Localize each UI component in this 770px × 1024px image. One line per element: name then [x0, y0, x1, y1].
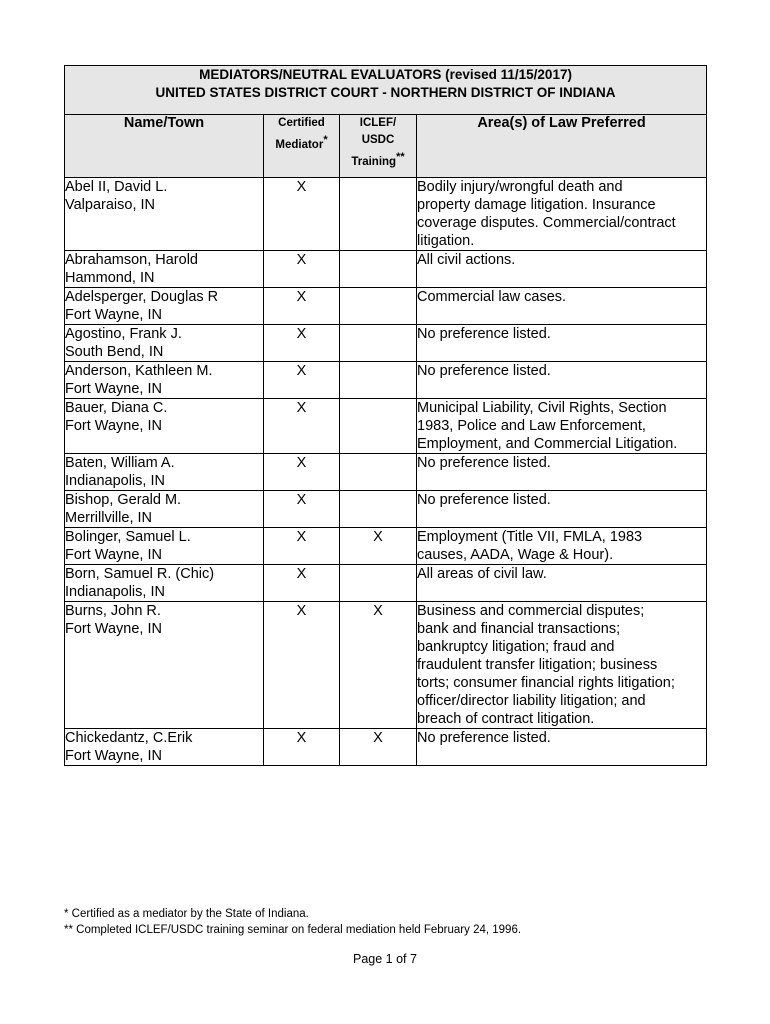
cell-certified-mark: X	[264, 454, 340, 491]
cell-certified-mark: X	[264, 491, 340, 528]
area-line: torts; consumer financial rights litigation;	[417, 675, 675, 691]
table-row	[65, 325, 707, 362]
mediator-town: Merrillville, IN	[65, 510, 152, 526]
header-iclef-line3: Training	[351, 155, 397, 168]
cell-iclef-mark: X	[340, 528, 417, 565]
mediator-name: Bolinger, Samuel L.	[65, 529, 191, 545]
area-line: Municipal Liability, Civil Rights, Section	[417, 400, 667, 416]
table-row	[65, 288, 707, 325]
mediator-name: Bauer, Diana C.	[65, 400, 168, 416]
mediator-name: Burns, John R.	[65, 603, 161, 619]
table-row	[65, 729, 707, 766]
area-line: bank and financial transactions;	[417, 621, 621, 637]
table-row	[65, 491, 707, 528]
title-line-1: MEDIATORS/NEUTRAL EVALUATORS (revised 11/15/2017)	[199, 67, 572, 82]
cell-iclef-mark	[340, 399, 417, 454]
area-line: Business and commercial disputes;	[417, 603, 645, 619]
cell-area-of-law	[417, 729, 707, 766]
mediator-name: Born, Samuel R. (Chic)	[65, 566, 215, 582]
mediator-name: Bishop, Gerald M.	[65, 492, 182, 508]
cell-iclef-mark	[340, 325, 417, 362]
table-row	[65, 565, 707, 602]
cell-area-of-law	[417, 565, 707, 602]
cell-certified-mark: X	[264, 565, 340, 602]
cell-iclef-mark: X	[340, 729, 417, 766]
cell-area-of-law	[417, 602, 707, 729]
cell-area-of-law	[417, 491, 707, 528]
mediator-town: Fort Wayne, IN	[65, 748, 162, 764]
area-line: All civil actions.	[417, 252, 516, 268]
area-line: fraudulent transfer litigation; business	[417, 657, 658, 673]
cell-area-of-law	[417, 454, 707, 491]
area-line: All areas of civil law.	[417, 566, 547, 582]
table-row	[65, 454, 707, 491]
cell-certified-mark: X	[264, 729, 340, 766]
cell-area-of-law	[417, 362, 707, 399]
cell-iclef-mark	[340, 565, 417, 602]
area-line: breach of contract litigation.	[417, 711, 595, 727]
table-body	[65, 178, 707, 766]
area-line: property damage litigation. Insurance	[417, 197, 656, 213]
mediator-town: South Bend, IN	[65, 344, 164, 360]
cell-name-town	[65, 602, 264, 729]
header-iclef-training	[340, 115, 417, 178]
column-header-row	[65, 115, 707, 178]
cell-certified-mark: X	[264, 288, 340, 325]
header-area-of-law: Area(s) of Law Preferred	[417, 115, 707, 178]
area-line: Bodily injury/wrongful death and	[417, 179, 623, 195]
table-row	[65, 251, 707, 288]
header-certified-line1: Certified	[278, 117, 325, 129]
cell-certified-mark: X	[264, 251, 340, 288]
cell-name-town	[65, 325, 264, 362]
cell-iclef-mark	[340, 454, 417, 491]
header-certified-mark: *	[323, 134, 328, 146]
mediator-town: Valparaiso, IN	[65, 197, 155, 213]
mediator-town: Fort Wayne, IN	[65, 621, 162, 637]
area-line: litigation.	[417, 233, 475, 249]
cell-name-town	[65, 362, 264, 399]
cell-iclef-mark	[340, 178, 417, 251]
header-iclef-mark: **	[396, 151, 405, 163]
cell-area-of-law	[417, 399, 707, 454]
cell-name-town	[65, 565, 264, 602]
mediator-town: Fort Wayne, IN	[65, 418, 162, 434]
table-row	[65, 602, 707, 729]
cell-iclef-mark	[340, 251, 417, 288]
mediator-town: Hammond, IN	[65, 270, 155, 286]
mediator-name: Abrahamson, Harold	[65, 252, 198, 268]
area-line: Employment (Title VII, FMLA, 1983	[417, 529, 643, 545]
header-certified-mediator	[264, 115, 340, 178]
header-name-town: Name/Town	[65, 115, 264, 178]
area-line: No preference listed.	[417, 455, 551, 471]
header-iclef-line1: ICLEF/	[359, 117, 397, 129]
cell-certified-mark: X	[264, 399, 340, 454]
title-line-2: UNITED STATES DISTRICT COURT - NORTHERN DISTRICT OF INDIANA	[155, 85, 616, 100]
cell-iclef-mark	[340, 491, 417, 528]
area-line: bankruptcy litigation; fraud and	[417, 639, 615, 655]
cell-area-of-law	[417, 178, 707, 251]
cell-area-of-law	[417, 288, 707, 325]
cell-iclef-mark	[340, 362, 417, 399]
cell-area-of-law	[417, 325, 707, 362]
area-line: 1983, Police and Law Enforcement,	[417, 418, 646, 434]
cell-name-town	[65, 251, 264, 288]
mediator-town: Fort Wayne, IN	[65, 547, 162, 563]
header-iclef-line2: USDC	[361, 134, 395, 146]
cell-certified-mark: X	[264, 602, 340, 729]
area-line: causes, AADA, Wage & Hour).	[417, 547, 614, 563]
cell-area-of-law	[417, 251, 707, 288]
area-line: officer/director liability litigation; and	[417, 693, 646, 709]
area-line: No preference listed.	[417, 326, 551, 342]
mediator-table	[64, 65, 707, 766]
mediator-name: Adelsperger, Douglas R	[65, 289, 219, 305]
area-line: Commercial law cases.	[417, 289, 567, 305]
cell-name-town	[65, 288, 264, 325]
mediator-town: Indianapolis, IN	[65, 584, 165, 600]
table-title-row	[65, 66, 707, 115]
cell-area-of-law	[417, 528, 707, 565]
cell-name-town	[65, 528, 264, 565]
cell-certified-mark: X	[264, 362, 340, 399]
footnote-certified: * Certified as a mediator by the State of Indiana.	[64, 908, 309, 920]
area-line: No preference listed.	[417, 730, 551, 746]
footnote-training: ** Completed ICLEF/USDC training seminar on federal mediation held February 24, 1996.	[64, 924, 522, 936]
cell-name-town	[65, 491, 264, 528]
mediator-name: Baten, William A.	[65, 455, 175, 471]
cell-name-town	[65, 399, 264, 454]
cell-certified-mark: X	[264, 325, 340, 362]
cell-certified-mark: X	[264, 178, 340, 251]
table-row	[65, 528, 707, 565]
table-row	[65, 178, 707, 251]
area-line: coverage disputes. Commercial/contract	[417, 215, 676, 231]
page-number: Page 1 of 7	[353, 952, 417, 966]
table-row	[65, 362, 707, 399]
mediator-town: Fort Wayne, IN	[65, 307, 162, 323]
footnotes	[64, 906, 521, 938]
mediator-name: Agostino, Frank J.	[65, 326, 182, 342]
table-title	[65, 66, 707, 115]
cell-iclef-mark: X	[340, 602, 417, 729]
area-line: No preference listed.	[417, 363, 551, 379]
mediator-name: Anderson, Kathleen M.	[65, 363, 213, 379]
mediator-name: Abel II, David L.	[65, 179, 168, 195]
cell-certified-mark: X	[264, 528, 340, 565]
area-line: No preference listed.	[417, 492, 551, 508]
mediator-name: Chickedantz, C.Erik	[65, 730, 193, 746]
mediator-town: Fort Wayne, IN	[65, 381, 162, 397]
table-row	[65, 399, 707, 454]
mediator-town: Indianapolis, IN	[65, 473, 165, 489]
header-certified-line2: Mediator	[275, 138, 324, 151]
cell-iclef-mark	[340, 288, 417, 325]
cell-name-town	[65, 729, 264, 766]
area-line: Employment, and Commercial Litigation.	[417, 436, 678, 452]
cell-name-town	[65, 454, 264, 491]
cell-name-town	[65, 178, 264, 251]
